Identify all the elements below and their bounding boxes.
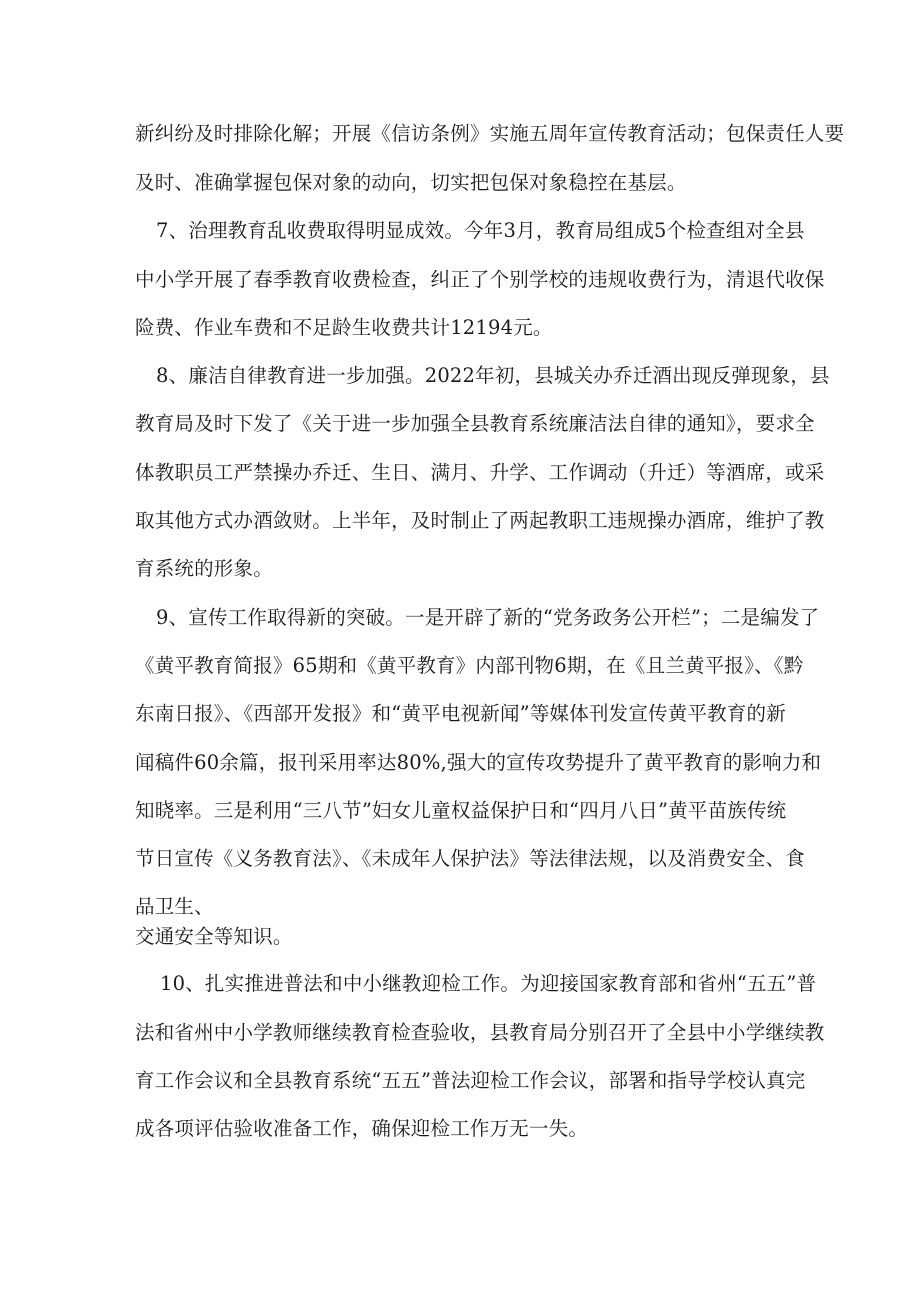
text-line: 品卫生、: [135, 895, 214, 918]
text-line: 教育局及时下发了《关于进一步加强全县教育系统廉洁法自律的通知》，要求全: [135, 412, 815, 435]
item-8-heading-line: 8、廉洁自律教育进一步加强。2022年初，县城关办乔迁酒出现反弹现象，县: [156, 364, 830, 387]
text-line: 中小学开展了春季教育收费检查，纠正了个别学校的违规收费行为，清退代收保: [135, 268, 825, 291]
text-line: 闻稿件60余篇，报刊采用率达80%,强大的宣传攻势提升了黄平教育的影响力和: [135, 751, 822, 774]
text-line: 体教职员工严禁操办乔迁、生日、满月、升学、工作调动（升迁）等酒席，或采: [135, 461, 825, 484]
text-line: 《黄平教育简报》65期和《黄平教育》内部刊物6期，在《且兰黄平报》、《黔: [135, 654, 804, 677]
item-7-heading-line: 7、治理教育乱收费取得明显成效。今年3月，教育局组成5个检查组对全县: [156, 219, 805, 242]
item-9-heading-line: 9、宣传工作取得新的突破。一是开辟了新的“党务政务公开栏”；二是编发了: [156, 606, 820, 629]
text-line: 知晓率。三是利用“三八节”妇女儿童权益保护日和“四月八日”黄平苗族传统: [135, 799, 787, 822]
text-line: 及时、准确掌握包保对象的动向，切实把包保对象稳控在基层。: [135, 171, 687, 194]
text-line: 法和省州中小学教师继续教育检查验收，县教育局分别召开了全县中小学继续教: [135, 1021, 825, 1044]
text-line: 新纠纷及时排除化解；开展《信访条例》实施五周年宣传教育活动；包保责任人要: [135, 122, 845, 145]
text-line: 东南日报》、《西部开发报》和“黄平电视新闻”等媒体刊发宣传黄平教育的新: [135, 702, 786, 725]
text-line: 险费、作业车费和不足龄生收费共计12194元。: [135, 316, 553, 339]
text-line: 节日宣传《义务教育法》、《未成年人保护法》等法律法规，以及消费安全、食: [135, 847, 806, 870]
text-line: 交通安全等知识。: [135, 925, 293, 948]
text-line: 取其他方式办酒敛财。上半年，及时制止了两起教职工违规操办酒席，维护了教: [135, 509, 825, 532]
item-10-heading-line: 10、扎实推进普法和中小继教迎检工作。为迎接国家教育部和省州“五五”普: [160, 972, 817, 995]
text-line: 育系统的形象。: [135, 557, 273, 580]
text-line: 成各项评估验收准备工作，确保迎检工作万无一失。: [135, 1117, 589, 1140]
text-line: 育工作会议和全县教育系统“五五”普法迎检工作会议，部署和指导学校认真完: [135, 1069, 806, 1092]
